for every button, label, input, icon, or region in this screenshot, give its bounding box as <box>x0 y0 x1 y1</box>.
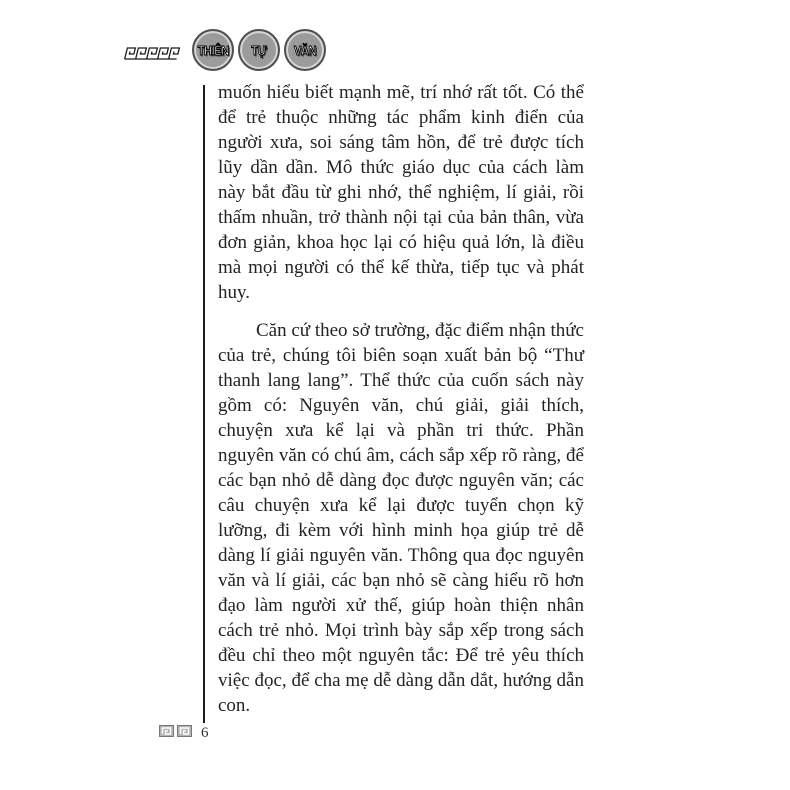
badge-van-label: VĂN <box>293 42 317 58</box>
title-badges <box>192 29 326 71</box>
badge-thien <box>192 29 234 71</box>
greek-key-square-icon <box>159 724 174 742</box>
badge-thien-label: THIÊN <box>197 42 229 58</box>
body-text <box>218 80 584 718</box>
page-number: 6 <box>201 724 209 741</box>
greek-key-band-icon <box>112 46 184 66</box>
badge-tu-label: TỰ <box>251 42 267 58</box>
page-footer <box>159 724 209 742</box>
badge-van <box>284 29 326 71</box>
greek-key-square-icon <box>177 724 192 742</box>
page-header <box>112 29 326 71</box>
paragraph-2: Căn cứ theo sở trường, đặc điểm nhận thức của trẻ, chúng tôi biên soạn xuất bản bộ “Thư thanh lang lang”. Thể thức của cuốn sách này gồm có: Nguyên văn, chú giải, giải thích, chuyện xưa kể lại và phần tri thức. Phần nguyên văn có chú âm, cách sắp xếp rõ ràng, để các bạn nhỏ dễ dàng đọc được nguyên văn; các câu chuyện xưa kể lại được tuyển chọn kỹ lưỡng, đi kèm với hình minh họa giúp trẻ dễ dàng lí giải nguyên văn. Thông qua đọc nguyên văn và lí giải, các bạn nhỏ sẽ càng hiểu rõ hơn đạo làm người xử thế, giúp hoàn thiện nhân cách trẻ nhỏ. Mọi trình bày sắp xếp trong sách đều chỉ theo một nguyên tắc: Để trẻ yêu thích việc đọc, để cha mẹ dễ dàng dẫn dắt, hướng dẫn con. <box>218 320 584 716</box>
text-column-rule <box>203 85 205 723</box>
badge-tu <box>238 29 280 71</box>
paragraph-1: muốn hiểu biết mạnh mẽ, trí nhớ rất tốt. Có thể để trẻ thuộc những tác phẩm kinh điển của người xưa, soi sáng tâm hồn, để trẻ được tích lũy dần dần. Mô thức giáo dục của cách làm này bắt đầu từ ghi nhớ, thể nghiệm, lí giải, rồi thấm nhuần, trở thành nội tại của bản thân, vừa đơn giản, khoa học lại có hiệu quả lớn, là điều mà mọi người có thể kế thừa, tiếp tục và phát huy. <box>218 82 584 303</box>
